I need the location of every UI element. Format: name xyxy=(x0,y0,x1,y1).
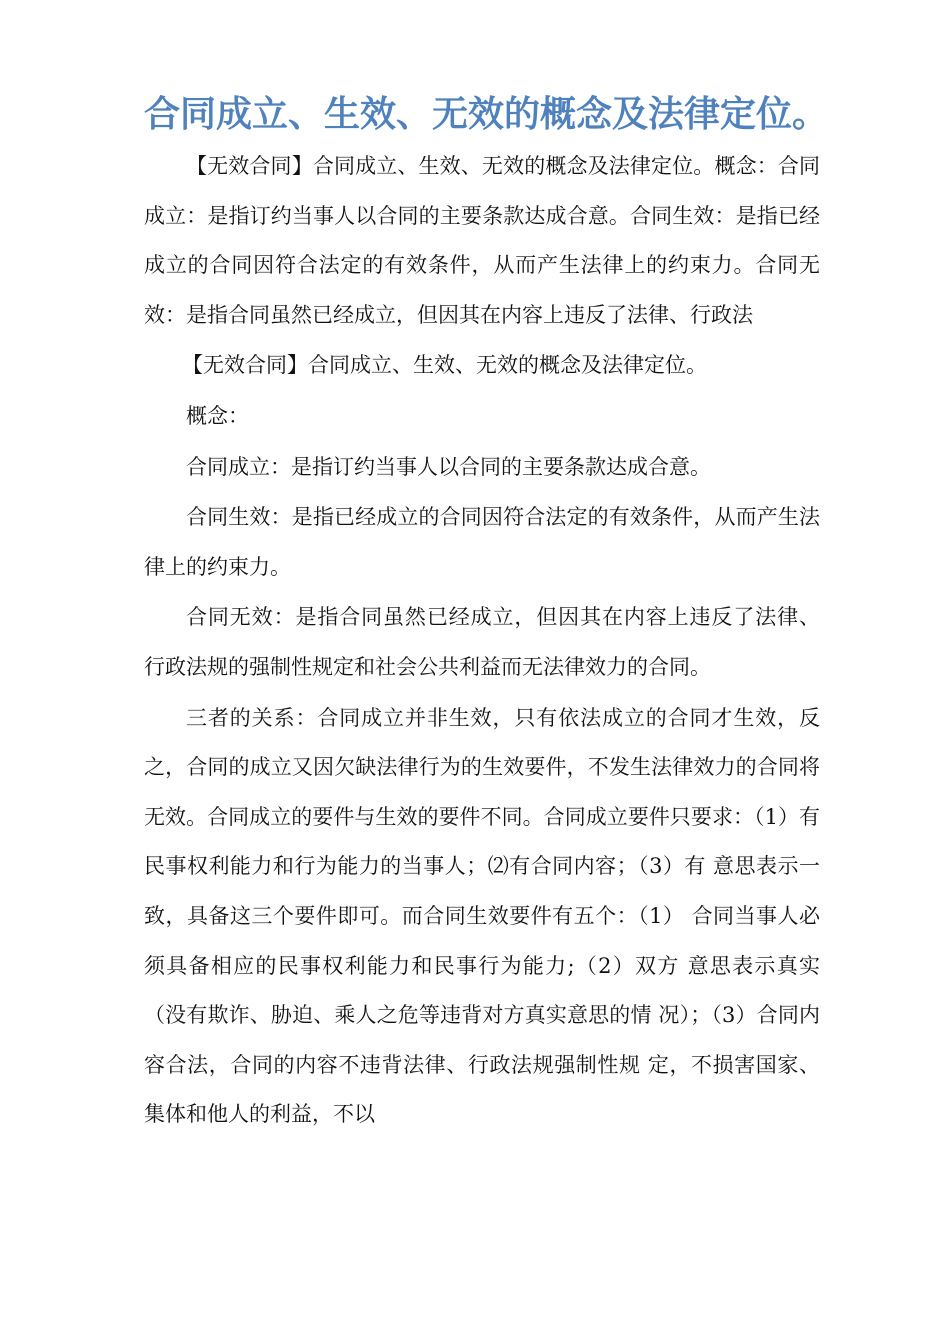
paragraph-formation: 合同成立：是指订约当事人以合同的主要条款达成合意。 xyxy=(186,454,711,479)
paragraph-invalidity: 合同无效：是指合同虽然已经成立，但因其在内容上违反了法律、 行政法规的强制性规定和社会公共利益而无法律效力的合同。 xyxy=(144,605,820,679)
paragraph-heading: 【无效合同】合同成立、生效、无效的概念及法律定位。 xyxy=(182,353,707,378)
paragraph-effectiveness: 合同生效：是指已经成立的合同因符合法定的有效条件，从而产生法律上的约束力。 xyxy=(144,505,820,579)
document-title: 合同成立、生效、无效的概念及法律定位。 xyxy=(144,94,829,135)
paragraph-relationship: 三者的关系：合同成立并非生效，只有依法成立的合同才生效，反之，合同的成立又因欠缺法律行为的生效要件，不发生法律效力的合同将无效。合同成立的要件与生效的要件不同。合同成立要件只要求：（1）有民事权利能力和行为能力的当事人；⑵有合同内容；（3）有 意思表示一致，具备这三个要件即可。而合同生效要件有五个：（1） 合同当事人必须具备相应的民事权利能力和民事行为能力;（2）双方 意思表示真实（没有欺诈、胁迫、乘人之危等违背对方真实意思的情 况）；（3）合同内容合法，合同的内容不违背法律、行政法规强制性规 定，不损害国家、集体和他人的利益，不以 xyxy=(144,705,820,1127)
document-body xyxy=(144,142,820,1141)
paragraph-summary: 【无效合同】合同成立、生效、无效的概念及法律定位。概念：合同成立：是指订约当事人以合同的主要条款达成合意。合同生效：是指已经成立的合同因符合法定的有效条件，从而产生法律上的约束力。合同无效：是指合同虽然已经成立，但因其在内容上违反了法律、行政法 xyxy=(144,154,820,327)
paragraph-concept-label: 概念： xyxy=(186,403,249,428)
